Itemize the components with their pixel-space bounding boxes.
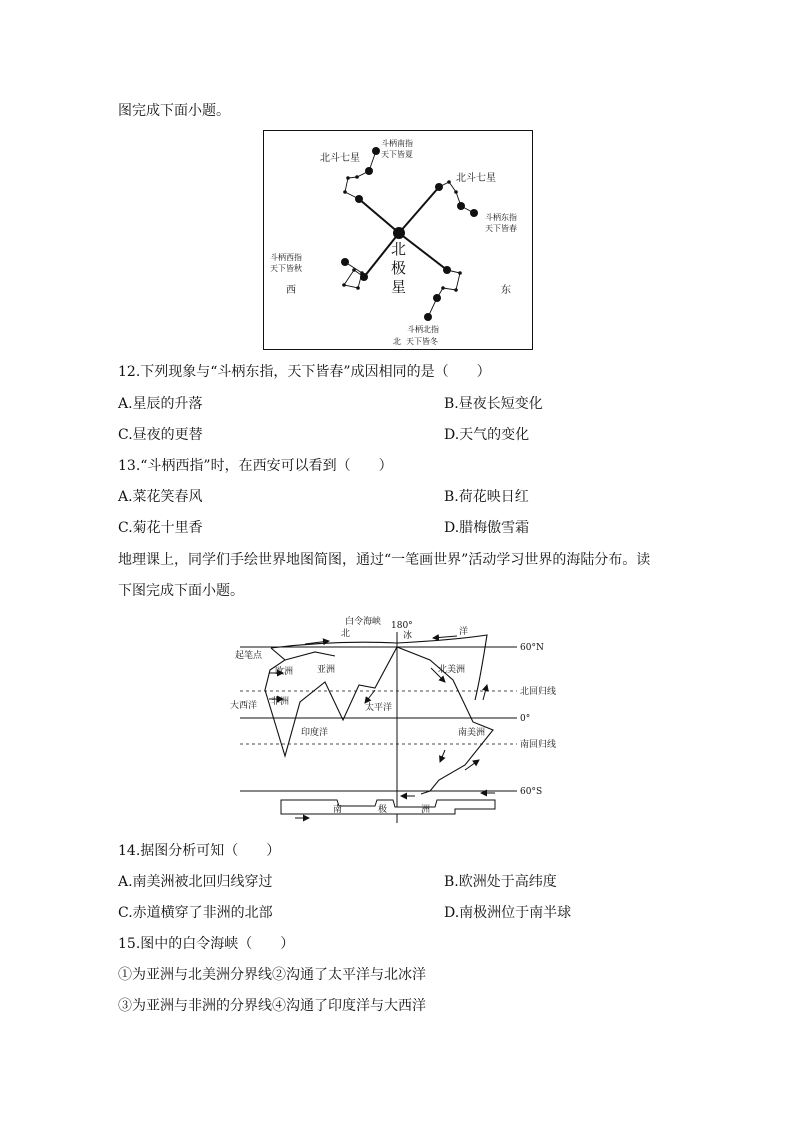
q15-statement-2: ③为亚洲与非洲的分界线④沟通了印度洋与大西洋	[118, 998, 426, 1014]
q14-option-a[interactable]: A.南美洲被北回归线穿过	[118, 874, 273, 890]
south-label-1: 斗柄南指	[381, 139, 413, 148]
west-label-2: 天下皆秋	[270, 264, 302, 273]
north-america-label: 北美洲	[438, 665, 466, 675]
tropic-cancer-label: 北回归线	[520, 687, 557, 697]
polaris-char-3: 星	[391, 278, 407, 296]
q13-stem: 13.“斗柄西指”时，在西安可以看到（ ）	[118, 458, 393, 474]
lat-60s-label: 60°S	[520, 787, 543, 797]
q13-option-d[interactable]: D.腊梅傲雪霜	[444, 520, 530, 536]
antarctica-char-1: 南	[333, 805, 343, 815]
lon-180-label: 180°	[391, 621, 413, 631]
q12-option-b[interactable]: B.昼夜长短变化	[444, 396, 543, 412]
big-dipper-label-right: 北斗七星	[456, 173, 496, 184]
start-point-label: 起笔点	[235, 651, 263, 661]
polaris-char-1: 北	[391, 240, 407, 258]
africa-label: 非洲	[271, 697, 290, 707]
q14-option-d[interactable]: D.南极洲位于南半球	[444, 905, 572, 921]
atlantic-label: 大西洋	[230, 701, 258, 711]
q12-stem: 12.下列现象与“斗柄东指，天下皆春”成因相同的是（ ）	[118, 364, 491, 380]
q13-option-a[interactable]: A.菜花笑春风	[118, 489, 203, 505]
big-dipper-figure	[263, 130, 533, 350]
q12-option-a[interactable]: A.星辰的升落	[118, 396, 203, 412]
q14-option-c[interactable]: C.赤道横穿了非洲的北部	[118, 905, 273, 921]
q15-statement-1: ①为亚洲与北美洲分界线②沟通了太平洋与北冰洋	[118, 967, 426, 983]
bering-strait-label: 白令海峡	[345, 617, 382, 627]
q14-option-b[interactable]: B.欧洲处于高纬度	[444, 874, 557, 890]
equator-label: 0°	[520, 714, 531, 724]
q12-option-c[interactable]: C.昼夜的更替	[118, 427, 203, 443]
polaris-char-2: 极	[391, 259, 407, 277]
asia-label: 亚洲	[317, 665, 336, 675]
lat-60n-label: 60°N	[520, 643, 544, 653]
east-label-2: 天下皆春	[485, 224, 517, 233]
north-label-1: 斗柄北指	[407, 325, 439, 334]
south-america-label: 南美洲	[458, 728, 486, 738]
europe-label: 欧洲	[275, 667, 294, 677]
west-direction: 西	[286, 285, 296, 296]
north-label-2: 天下皆冬	[406, 337, 438, 346]
intro-text-1: 图完成下面小题。	[118, 103, 230, 119]
big-dipper-label-top: 北斗七星	[320, 153, 360, 164]
arctic-bei-label: 北	[341, 629, 351, 639]
arctic-yang-label: 洋	[459, 627, 469, 637]
east-direction: 东	[501, 285, 511, 296]
q13-option-c[interactable]: C.菊花十里香	[118, 520, 203, 536]
tropic-capricorn-label: 南回归线	[520, 740, 557, 750]
intro-text-2a: 地理课上，同学们手绘世界地图简图，通过“一笔画世界”活动学习世界的海陆分布。读	[118, 552, 651, 568]
arctic-bing-label: 冰	[403, 631, 413, 641]
pacific-label: 太平洋	[365, 703, 393, 713]
world-sketch-figure	[225, 610, 570, 830]
intro-text-2b: 下图完成下面小题。	[118, 583, 244, 599]
east-label-1: 斗柄东指	[485, 213, 517, 222]
north-direction: 北	[393, 337, 401, 346]
south-label-2: 天下皆夏	[381, 150, 413, 159]
q15-stem: 15.图中的白令海峡（ ）	[118, 936, 295, 952]
q14-stem: 14.据图分析可知（ ）	[118, 843, 281, 859]
antarctica-char-2: 极	[378, 805, 388, 815]
antarctica-char-3: 洲	[421, 805, 431, 815]
west-label-1: 斗柄西指	[270, 253, 302, 262]
q12-option-d[interactable]: D.天气的变化	[444, 427, 530, 443]
q13-option-b[interactable]: B.荷花映日红	[444, 489, 529, 505]
indian-ocean-label: 印度洋	[301, 728, 329, 738]
